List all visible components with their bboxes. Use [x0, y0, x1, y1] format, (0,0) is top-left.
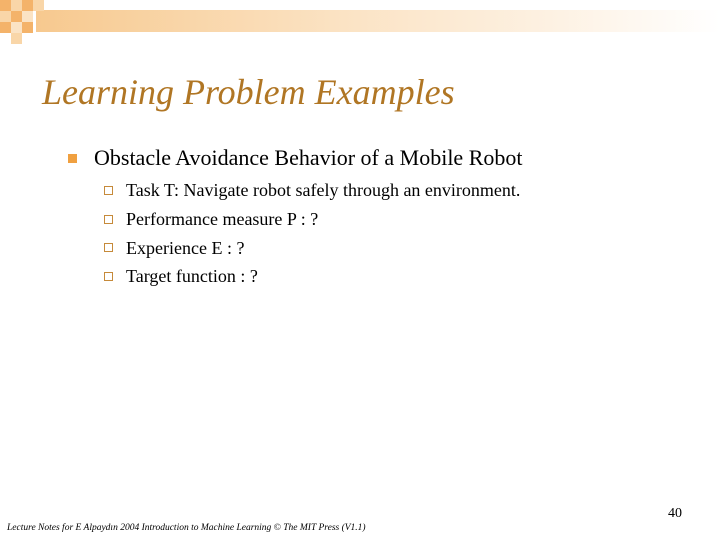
- main-bullet-text: Obstacle Avoidance Behavior of a Mobile Robot: [94, 145, 523, 170]
- hollow-square-bullet-icon: [104, 272, 113, 281]
- hollow-square-bullet-icon: [104, 186, 113, 195]
- sub-bullet-text: Task T: Navigate robot safely through an environment.: [126, 180, 521, 201]
- square-bullet-icon: [68, 154, 77, 163]
- sub-bullet-item: [104, 205, 520, 234]
- hollow-square-bullet-icon: [104, 215, 113, 224]
- main-bullet: [68, 144, 522, 172]
- sub-bullet-list: [104, 176, 520, 291]
- sub-bullet-text: Target function : ?: [126, 266, 258, 287]
- sub-bullet-text: Experience E : ?: [126, 237, 245, 258]
- sub-bullet-item: [104, 233, 520, 262]
- slide-title: Learning Problem Examples: [42, 72, 455, 112]
- banner-gradient-bar: [36, 10, 720, 32]
- hollow-square-bullet-icon: [104, 243, 113, 252]
- sub-bullet-item: [104, 176, 520, 205]
- header-banner: [0, 0, 720, 50]
- footer-note: Lecture Notes for E Alpaydın 2004 Introduction to Machine Learning © The MIT Press (V1.1): [7, 523, 366, 533]
- sub-bullet-item: [104, 262, 520, 291]
- sub-bullet-text: Performance measure P : ?: [126, 209, 319, 230]
- page-number: 40: [668, 506, 682, 521]
